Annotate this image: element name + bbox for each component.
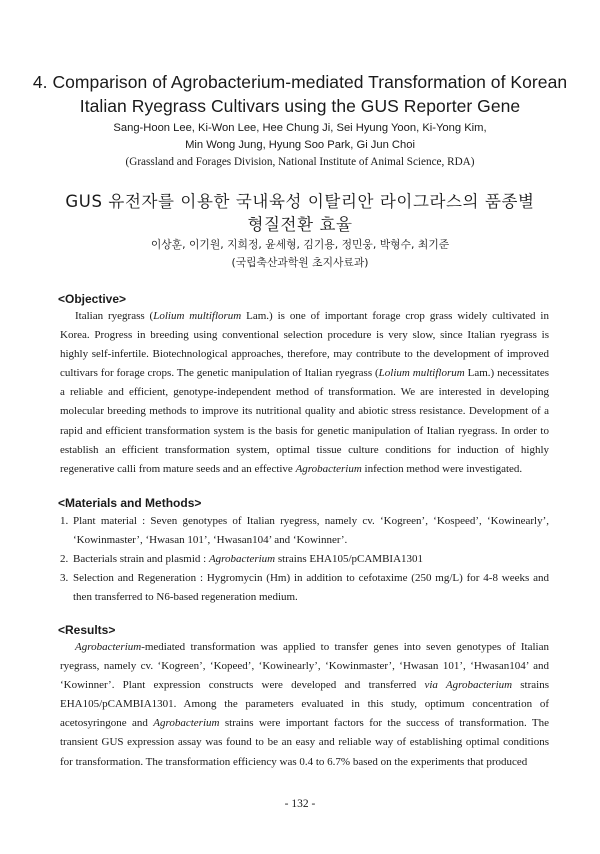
objective-paragraph: Italian ryegrass (Lolium multiflorum Lam.) is one of important forage crop grass widely cultivated in Korea. Progress in breeding using conventional selection procedure is very slow, since Italian ryegrass is highly self-infertile. Biotechnological approaches, therefore, may contribute to the development of improved cultivars for forage crops. The genetic manipulation of Italian ryegrass (Lolium multiflorum Lam.) necessitates a reliable and efficient, genotype-independent method of transformation. We are interested in developing molecular breeding methods to improve its nutritional quality and abiotic stress resistance. Development of a rapid and efficient transformation system is the basis for genetic manipulation of Italian ryegrass. In order to establish an efficient transformation system, optimal tissue culture conditions for induction of highly regenerative calli from mature seeds and an effective Agrobacterium infection method were investigated. bbox=[60, 310, 549, 475]
author-line-1: Sang-Hoon Lee, Ki-Won Lee, Hee Chung Ji, Sei Hyung Yoon, Ki-Yong Kim, bbox=[113, 122, 487, 134]
paper-title bbox=[20, 70, 580, 118]
title-line-2: Italian Ryegrass Cultivars using the GUS Reporter Gene bbox=[79, 96, 521, 116]
korean-title-line-1: GUS 유전자를 이용한 국내육성 이탈리안 라이그라스의 품종별 bbox=[65, 192, 535, 211]
list-number: 1. bbox=[60, 515, 69, 527]
list-text: Bacterials strain and plasmid : Agrobacterium strains EHA105/pCAMBIA1301 bbox=[73, 553, 424, 566]
korean-affiliation: (국립축산과학원 초지사료과) bbox=[231, 256, 369, 269]
list-text: Plant material : Seven genotypes of Italian ryegress, namely cv. ‘Kogreen’, ‘Kospeed’, ‘Kowinearly’, ‘Kowinmaster’, ‘Hwasan 101’, ‘Hwasan104’ and ‘Kowinner’. bbox=[73, 515, 549, 547]
results-heading: <Results> bbox=[58, 623, 116, 637]
list-item bbox=[60, 512, 549, 550]
results-paragraph: Agrobacterium-mediated transformation was applied to transfer genes into seven genotypes of Italian ryegrass, namely cv. ‘Kogreen’, ‘Kopeed’, ‘Kowinearly’, ‘Kowinmaster’, ‘Hwasan 101’, ‘Hwasan104’ and ‘Kowinner’. Plant expression constructs were developed and transferred via Agrobacterium strains EHA105/pCAMBIA1301. Among the parameters evaluated in this study, optimum concentration of acetosyringone and Agrobacterium strains were important factors for the success of transformation. The transient GUS expression assay was found to be an easy and reliable way of establishing optimal conditions for transformation. The transformation efficiency was 0.4 to 6.7% based on the experiments that produced bbox=[60, 641, 550, 768]
list-number: 3. bbox=[60, 572, 69, 585]
affiliation: (Grassland and Forages Division, National Institute of Animal Science, RDA) bbox=[125, 156, 475, 168]
methods-list bbox=[60, 512, 549, 607]
author-list bbox=[40, 120, 560, 154]
title-line-1: 4. Comparison of Agrobacterium-mediated Transformation of Korean bbox=[32, 72, 568, 92]
list-item bbox=[60, 550, 549, 569]
korean-title-line-2: 형질전환 효율 bbox=[247, 215, 353, 234]
author-line-2: Min Wong Jung, Hyung Soo Park, Gi Jun Choi bbox=[185, 139, 415, 151]
korean-title bbox=[30, 190, 570, 236]
objective-heading: <Objective> bbox=[58, 292, 127, 306]
list-item bbox=[60, 569, 549, 607]
list-number: 2. bbox=[60, 553, 69, 566]
page-number: - 132 - bbox=[284, 798, 316, 810]
list-text: Selection and Regeneration : Hygromycin (Hm) in addition to cefotaxime (250 mg/L) for 4-8 weeks and then transferred to N6-based regeneration medium. bbox=[73, 572, 549, 604]
korean-author-list: 이상훈, 이기원, 지희정, 윤세형, 김기용, 정민웅, 박형수, 최기준 bbox=[150, 238, 450, 251]
methods-heading: <Materials and Methods> bbox=[58, 496, 202, 510]
